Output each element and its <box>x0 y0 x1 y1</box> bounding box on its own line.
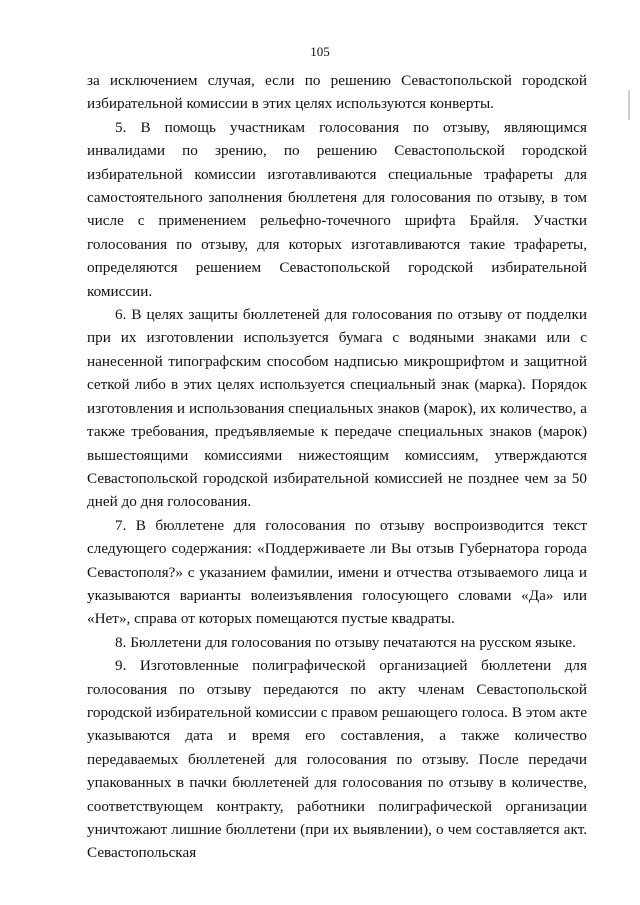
paragraph-item-8: 8. Бюллетени для голосования по отзыву печатаются на русском языке. <box>115 633 576 651</box>
paragraph-item-6: 6. В целях защиты бюллетеней для голосования по отзыву от подделки при их изготовлении используется бумага с водяными знаками или с нанесенной типографским способом надписью микрошрифтом и защитной сеткой либо в этих целях используется специальный знак (марка). Порядок изготовления и использования специальных знаков (марок), их количество, а также требования, предъявляемые к передаче специальных знаков (марок) вышестоящими комиссиями нижестоящим комиссиям, утверждаются Севастопольской городской избирательной комиссией не позднее чем за 50 дней до дня голосования. <box>87 306 587 511</box>
document-body <box>87 69 587 865</box>
scan-margin-mark <box>628 90 630 120</box>
paragraph-item-9: 9. Изготовленные полиграфической организацией бюллетени для голосования по отзыву передаются по акту членам Севастопольской городской избирательной комиссии с правом решающего голоса. В этом акте указываются дата и время его составления, а также количество передаваемых бюллетеней для голосования по отзыву. После передачи упакованных в пачки бюллетеней для голосования по отзыву в количестве, соответствующем контракту, работники полиграфической организации уничтожают лишние бюллетени (при их выявлении), о чем составляется акт. Севастопольская <box>87 657 587 862</box>
page-number: 105 <box>310 44 330 59</box>
paragraph-item-7: 7. В бюллетене для голосования по отзыву воспроизводится текст следующего содержания: «Поддерживаете ли Вы отзыв Губернатора города Севастополя?» с указанием фамилии, имени и отчества отзываемого лица и указываются варианты волеизъявления голосующего словами «Да» или «Нет», справа от которых помещаются пустые квадраты. <box>87 516 587 628</box>
paragraph-item-5: 5. В помощь участникам голосования по отзыву, являющимся инвалидами по зрению, по решению Севастопольской городской избирательной комиссии изготавливаются специальные трафареты для самостоятельного заполнения бюллетеня для голосования по отзыву, в том числе с применением рельефно-точечного шрифта Брайля. Участки голосования по отзыву, для которых изготавливаются такие трафареты, определяются решением Севастопольской городской избирательной комиссии. <box>87 118 587 300</box>
paragraph-continuation: за исключением случая, если по решению Севастопольской городской избирательной комиссии в этих целях используются конверты. <box>87 72 587 113</box>
